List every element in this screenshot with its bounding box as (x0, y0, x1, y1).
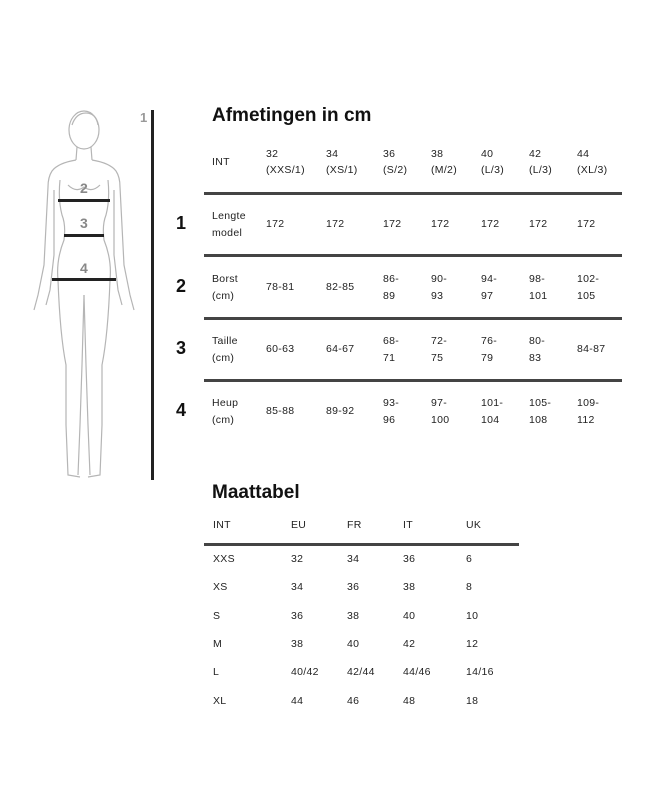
table-cell: 172 (529, 218, 548, 230)
size-table-cell: 32 (291, 553, 304, 565)
size-table-cell: M (213, 637, 223, 650)
size-table-cell: 34 (291, 581, 304, 594)
size-header-line2: (XS/1) (326, 164, 358, 176)
size-table-header: IT (403, 519, 413, 531)
size-table-cell: 6 (466, 553, 473, 565)
table-cell: 172 (383, 218, 402, 230)
size-table-cell: 48 (403, 694, 416, 707)
figure-label-3: 3 (80, 215, 88, 231)
table-cell: 84-87 (577, 343, 606, 355)
size-header-line2: (L/3) (529, 164, 553, 176)
row-number: 1 (176, 213, 187, 233)
size-table-cell: 10 (466, 609, 479, 622)
table-cell: 97- (431, 397, 448, 409)
size-table-cell: 46 (347, 694, 360, 707)
size-table-cell: S (213, 609, 221, 622)
size-table-title: Maattabel (212, 482, 300, 503)
size-table-cell: 34 (347, 553, 360, 565)
size-table-cell: XS (213, 581, 228, 594)
size-header-line1: 36 (383, 148, 396, 160)
table-cell: 100 (431, 414, 450, 426)
size-table-cell: 38 (347, 609, 360, 622)
table-cell: 98- (529, 273, 546, 285)
size-header-line2: (XL/3) (577, 164, 608, 176)
table-rule (204, 379, 622, 382)
table-cell: 108 (529, 414, 548, 426)
size-table-cell: 40/42 (291, 666, 319, 679)
row-label-line2: model (212, 227, 243, 239)
table-cell: 80- (529, 335, 546, 347)
table-cell: 109- (577, 397, 600, 409)
size-table-cell: 36 (347, 581, 360, 594)
size-table-cell: XXS (213, 553, 235, 565)
size-table-cell: 8 (466, 581, 473, 594)
table-cell: 60-63 (266, 343, 295, 355)
size-header-line1: 44 (577, 148, 590, 160)
row-label-line1: Lengte (212, 210, 246, 222)
size-header-line2: (XXS/1) (266, 164, 305, 176)
table-rule (204, 543, 519, 546)
table-cell: 86- (383, 273, 400, 285)
table-cell: 68- (383, 335, 400, 347)
size-table-cell: 12 (466, 637, 479, 650)
size-table-cell: 44 (291, 694, 304, 707)
row-label-line1: Heup (212, 397, 239, 409)
size-table-cell: 42 (403, 637, 416, 650)
row-label-line2: (cm) (212, 414, 235, 426)
row-label-line2: (cm) (212, 352, 235, 364)
size-table-cell: 14/16 (466, 666, 494, 679)
vertical-divider (151, 110, 154, 480)
table-cell: 83 (529, 352, 542, 364)
row-label-line1: Taille (212, 335, 238, 347)
row-number: 2 (176, 276, 187, 296)
table-cell: 71 (383, 352, 396, 364)
size-header-line1: 40 (481, 148, 494, 160)
table-cell: 104 (481, 414, 500, 426)
row-number: 3 (176, 338, 187, 358)
table-rule (204, 254, 622, 257)
size-table-cell: 44/46 (403, 666, 431, 679)
figure-label-2: 2 (80, 180, 88, 196)
size-table-cell: 38 (291, 637, 304, 650)
table-cell: 82-85 (326, 281, 355, 293)
table-cell: 75 (431, 352, 444, 364)
size-header-line1: 32 (266, 148, 279, 160)
table-cell: 72- (431, 335, 448, 347)
size-table-header: UK (466, 519, 482, 531)
table-cell: 90- (431, 273, 448, 285)
size-header-line1: 34 (326, 148, 339, 160)
table-cell: 101 (529, 290, 548, 302)
size-header-line2: (S/2) (383, 164, 408, 176)
table-cell: 64-67 (326, 343, 355, 355)
table-cell: 172 (266, 218, 285, 230)
size-table-header: INT (213, 519, 231, 531)
size-table-cell: 40 (347, 637, 360, 650)
size-table-cell: 42/44 (347, 666, 375, 679)
size-table-cell: 38 (403, 581, 416, 594)
table-cell: 89-92 (326, 405, 355, 417)
table-cell: 89 (383, 290, 396, 302)
header-int-label: INT (212, 156, 230, 168)
table-cell: 93 (431, 290, 444, 302)
table-cell: 93- (383, 397, 400, 409)
table-rule (204, 192, 622, 195)
table-rule (204, 317, 622, 320)
table-cell: 78-81 (266, 281, 295, 293)
size-table-cell: 36 (291, 609, 304, 622)
table-cell: 97 (481, 290, 494, 302)
body-outline-icon (20, 105, 140, 485)
vertical-line-label: 1 (140, 110, 148, 125)
table-cell: 101- (481, 397, 504, 409)
table-cell: 112 (577, 414, 595, 426)
table-cell: 76- (481, 335, 498, 347)
size-table-cell: 18 (466, 694, 479, 707)
table-cell: 172 (326, 218, 345, 230)
table-cell: 85-88 (266, 405, 295, 417)
measurements-title: Afmetingen in cm (212, 105, 372, 126)
row-number: 4 (176, 400, 187, 420)
table-cell: 172 (431, 218, 450, 230)
size-table-header: FR (347, 519, 362, 531)
table-cell: 94- (481, 273, 498, 285)
table-cell: 172 (481, 218, 500, 230)
table-cell: 102- (577, 273, 600, 285)
table-cell: 172 (577, 218, 596, 230)
size-table-cell: 36 (403, 553, 416, 565)
figure-label-4: 4 (80, 260, 88, 276)
size-header-line1: 42 (529, 148, 542, 160)
table-cell: 96 (383, 414, 396, 426)
size-table-header: EU (291, 519, 307, 531)
size-header-line2: (M/2) (431, 164, 457, 176)
size-header-line1: 38 (431, 148, 444, 160)
table-cell: 79 (481, 352, 494, 364)
size-header-line2: (L/3) (481, 164, 505, 176)
row-label-line2: (cm) (212, 290, 235, 302)
table-cell: 105 (577, 290, 596, 302)
row-label-line1: Borst (212, 273, 239, 285)
size-table-cell: 40 (403, 609, 416, 622)
size-table-cell: XL (213, 694, 227, 707)
size-table-cell: L (213, 666, 220, 679)
table-cell: 105- (529, 397, 552, 409)
body-silhouette (20, 105, 140, 485)
